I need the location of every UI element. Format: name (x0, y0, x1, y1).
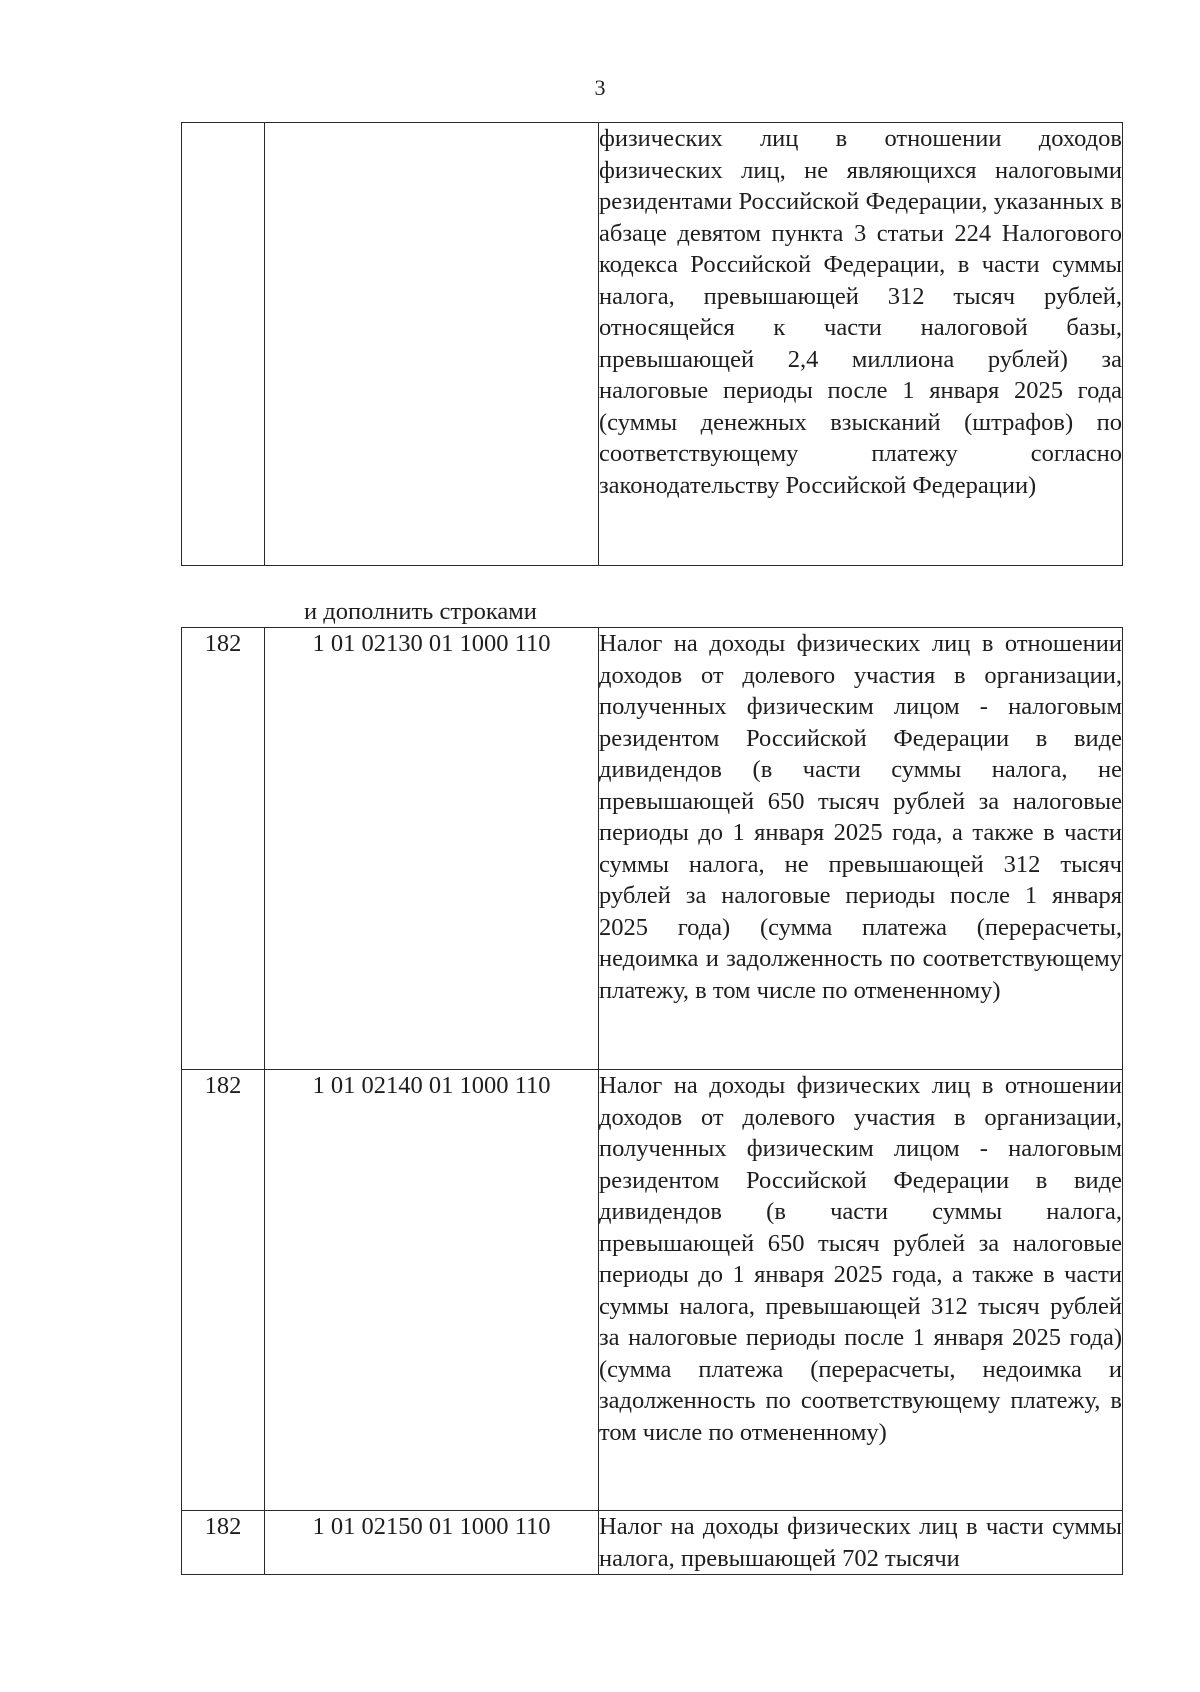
table-row (182, 1070, 1123, 1511)
revenue-name-cell: Налог на доходы физических лиц в отношении доходов от долевого участия в организации, полученных физическим лицом - налоговым резидентом Российской Федерации в виде дивидендов (в части суммы налога, не превышающей 650 тысяч рублей за налоговые периоды до 1 января 2025 года, а также в части суммы налога, не превышающей 312 тысяч рублей за налоговые периоды после 1 января 2025 года) (сумма платежа (перерасчеты, недоимка и задолженность по соответствующему платежу, в том числе по отмененному) (599, 628, 1123, 1070)
admin-code-cell (182, 123, 265, 566)
revenue-name-cell: Налог на доходы физических лиц в части суммы налога, превышающей 702 тысячи (599, 1511, 1123, 1575)
budget-classification-code-cell: 1 01 02150 01 1000 110 (265, 1511, 599, 1575)
revenue-name-cell: физических лиц в отношении доходов физических лиц, не являющихся налоговыми резидентами Российской Федерации, указанных в абзаце девятом пункта 3 статьи 224 Налогового кодекса Российской Федерации, в части суммы налога, превышающей 312 тысяч рублей, относящейся к части налоговой базы, превышающей 2,4 миллиона рублей) за налоговые периоды после 1 января 2025 года (суммы денежных взысканий (штрафов) по соответствующему платежу согласно законодательству Российской Федерации) (599, 123, 1123, 566)
table-row (182, 123, 1123, 566)
admin-code-cell: 182 (182, 1070, 265, 1511)
table-row (182, 628, 1123, 1070)
table-body (182, 628, 1123, 1575)
budget-classification-code-cell (265, 123, 599, 566)
addition-intro-text: и дополнить строками (304, 598, 537, 625)
table-row (182, 1511, 1123, 1575)
table-body (182, 123, 1123, 566)
admin-code-cell: 182 (182, 628, 265, 1070)
budget-code-table-additions (181, 627, 1123, 1575)
revenue-name-cell: Налог на доходы физических лиц в отношении доходов от долевого участия в организации, полученных физическим лицом - налоговым резидентом Российской Федерации в виде дивидендов (в части суммы налога, превышающей 650 тысяч рублей за налоговые периоды до 1 января 2025 года, а также в части суммы налога, превышающей 312 тысяч рублей за налоговые периоды после 1 января 2025 года) (сумма платежа (перерасчеты, недоимка и задолженность по соответствующему платежу, в том числе по отмененному) (599, 1070, 1123, 1511)
budget-code-table-continuation (181, 122, 1123, 566)
page-number: 3 (594, 75, 606, 100)
budget-classification-code-cell: 1 01 02130 01 1000 110 (265, 628, 599, 1070)
admin-code-cell: 182 (182, 1511, 265, 1575)
budget-classification-code-cell: 1 01 02140 01 1000 110 (265, 1070, 599, 1511)
